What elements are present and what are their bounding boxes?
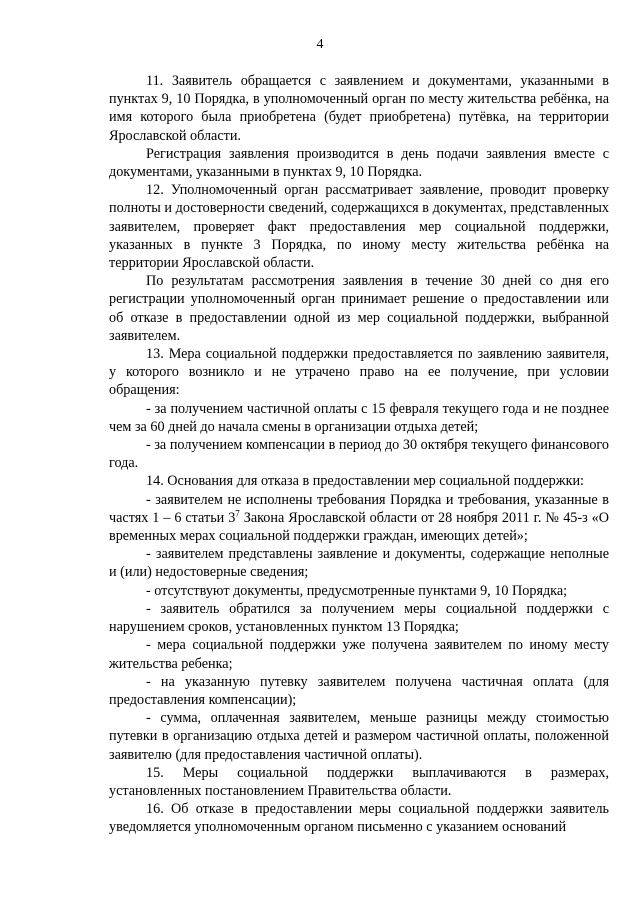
paragraph-12: 12. Уполномоченный орган рассматривает заявление, проводит проверку полноты и достоверности сведений, содержащихся в документах, представленных заявителем, проверяет факт предоставления мер социальной поддержки, указанных в пункте 3 Порядка, по иному месту жительства ребёнка на территории Ярославской области.	[109, 182, 609, 272]
paragraph-14: 14. Основания для отказа в предоставлении мер социальной поддержки:	[146, 473, 584, 490]
paragraph-14-item-deadline: - заявитель обратился за получением меры социальной поддержки с нарушением сроков, установленных пунктом 13 Порядка;	[109, 600, 609, 636]
paragraph-14-item-requirements-text: - заявителем не исполнены требования Порядка и требования, указанные в частях 1 – 6 статьи 3	[109, 491, 609, 526]
paragraph-14-item-incomplete-info: - заявителем представлены заявление и документы, содержащие неполные и (или) недостоверные сведения;	[109, 546, 609, 581]
paragraph-15: 15. Меры социальной поддержки выплачиваются в размерах, установленных постановлением Правительства области.	[109, 764, 609, 799]
paragraph-14-item-requirements-law: Закона Ярославской области от 28 ноября 2011 г. № 45-з «О временных мерах социальной поддержки граждан, имеющих детей»;	[109, 509, 610, 545]
paragraph-16: 16. Об отказе в предоставлении меры социальной поддержки заявитель уведомляется уполномоченным органом письменно с указанием оснований	[109, 801, 609, 836]
paragraph-11: 11. Заявитель обращается с заявлением и документами, указанными в пунктах 9, 10 Порядка, в уполномоченный орган по месту жительства ребёнка, на имя которого была приобретена (будет приобретена) путёвка, на территории Ярославской области.	[109, 73, 609, 144]
paragraph-11-registration: Регистрация заявления производится в день подачи заявления вместе с документами, указанными в пунктах 9, 10 Порядка.	[109, 145, 609, 181]
paragraph-14-item-requirements	[109, 491, 609, 546]
paragraph-12-results: По результатам рассмотрения заявления в течение 30 дней со дня его регистрации уполномоченный орган принимает решение о предоставлении или об отказе в предоставлении одной из мер социальной поддержки, выбранной заявителем.	[109, 273, 609, 344]
paragraph-14-item-missing-docs: - отсутствуют документы, предусмотренные пунктами 9, 10 Порядка;	[146, 582, 568, 599]
document-body	[109, 72, 609, 837]
article-superscript: 7	[235, 508, 240, 519]
page-number: 4	[316, 37, 324, 52]
paragraph-14-item-partial-received: - на указанную путевку заявителем получена частичная оплата (для предоставления компенсации);	[109, 673, 609, 708]
paragraph-13-item-partial-payment: - за получением частичной оплаты с 15 февраля текущего года и не позднее чем за 60 дней до начала смены в организации отдыха детей;	[109, 400, 609, 435]
paragraph-13-item-compensation: - за получением компенсации в период до 30 октября текущего финансового года.	[109, 437, 609, 472]
paragraph-14-item-sum-less: - сумма, оплаченная заявителем, меньше разницы между стоимостью путевки в организацию отдыха детей и размером частичной оплаты, положенной заявителю (для предоставления частичной оплаты).	[109, 710, 609, 763]
paragraph-13: 13. Мера социальной поддержки предоставляется по заявлению заявителя, у которого возникло и не утрачено право на ее получение, при условии обращения:	[109, 346, 609, 399]
paragraph-14-item-already-received: - мера социальной поддержки уже получена заявителем по иному месту жительства ребенка;	[109, 637, 609, 672]
